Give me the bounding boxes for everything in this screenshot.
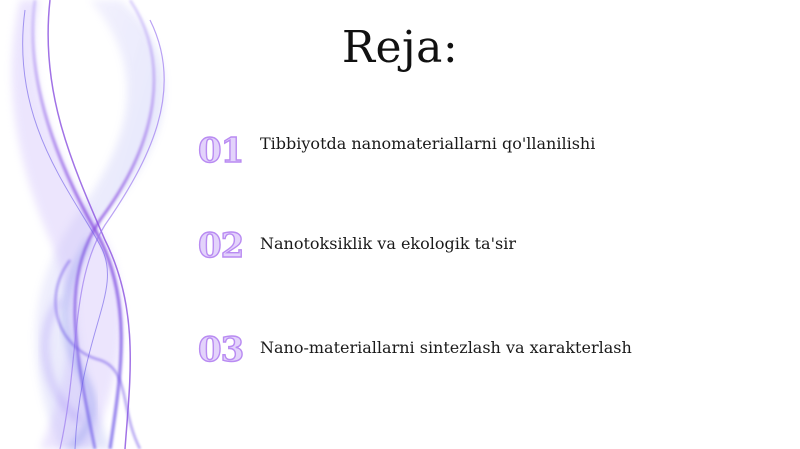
- agenda-text-2: Nanotoksiklik va ekologik ta'sir: [260, 234, 516, 253]
- agenda-item-2: [198, 226, 778, 276]
- agenda-number-2: 02: [198, 226, 244, 266]
- agenda-text-1: Tibbiyotda nanomateriallarni qo'llanilishi: [260, 134, 596, 153]
- slide-title: Reja:: [341, 22, 459, 73]
- agenda-text-3: Nano-materiallarni sintezlash va xarakterlash: [260, 338, 632, 357]
- agenda-item-1: [198, 131, 778, 181]
- agenda-number-1: 01: [198, 131, 244, 171]
- agenda-number-3: 03: [198, 330, 244, 370]
- agenda-item-3: [198, 330, 778, 380]
